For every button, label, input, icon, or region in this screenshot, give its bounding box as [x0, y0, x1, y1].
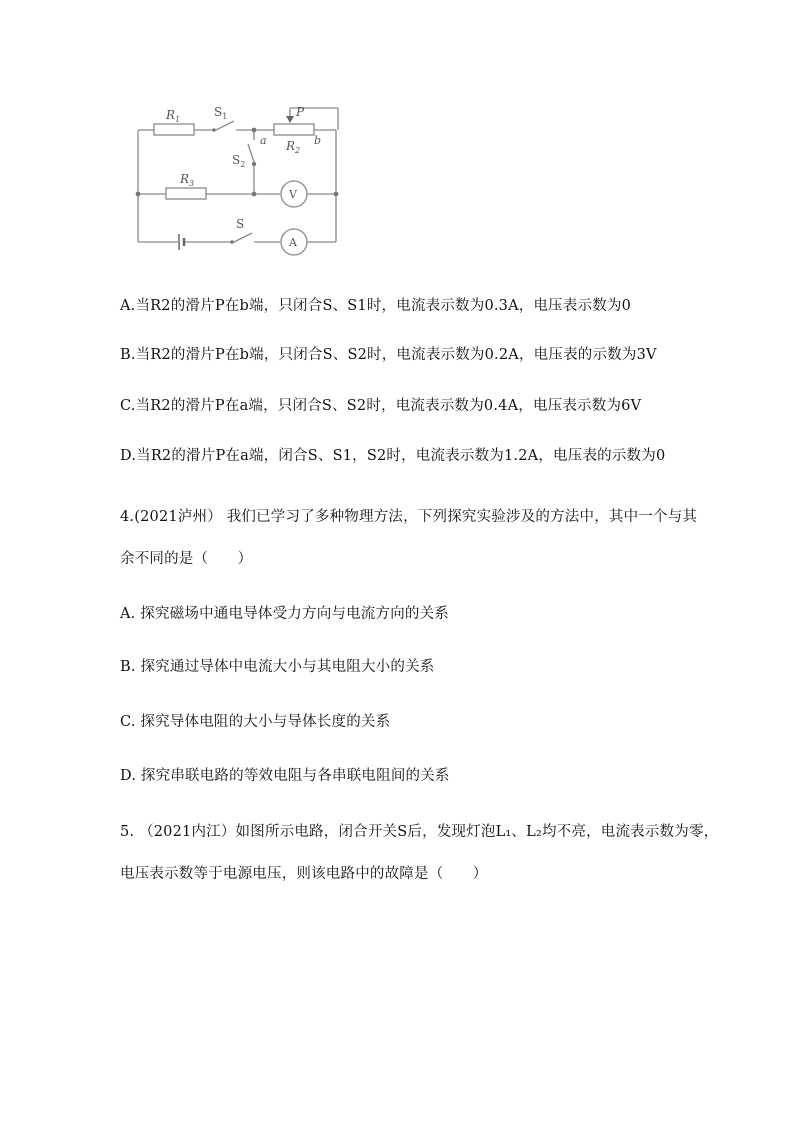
label-s: S: [236, 217, 245, 231]
label-r1: $R_1$: [166, 108, 181, 124]
q3-option-c: C.当R2的滑片P在a端，只闭合S、S2时，电流表示数为0.4A，电压表示数为6V: [120, 398, 642, 414]
circuit-diagram: [128, 96, 348, 256]
label-r3: $R_3$: [180, 172, 195, 188]
battery-icon: [179, 234, 184, 250]
q4-stem-line2: 余不同的是（ ）: [120, 551, 253, 567]
q3-option-a: A.当R2的滑片P在b端，只闭合S、S1时，电流表示数为0.3A，电压表示数为0: [120, 298, 632, 314]
slider-arrow-icon: [286, 116, 294, 123]
q4-option-d: D. 探究串联电路的等效电阻与各串联电阻间的关系: [120, 768, 450, 784]
switch-s1: [216, 121, 234, 130]
q5-stem-line2: 电压表示数等于电源电压，则该电路中的故障是（ ）: [120, 866, 488, 882]
label-ammeter: A: [289, 236, 297, 249]
label-b: b: [314, 134, 322, 147]
q4-option-a: A. 探究磁场中通电导体受力方向与电流方向的关系: [120, 606, 449, 622]
q3-option-b: B.当R2的滑片P在b端，只闭合S、S2时，电流表示数为0.2A，电压表的示数为3V: [120, 347, 657, 363]
q4-stem-line1: 4.(2021泸州） 我们已学习了多种物理方法，下列探究实验涉及的方法中，其中一个与其: [120, 509, 698, 525]
label-r2: $R_2$: [286, 139, 301, 155]
q5-stem-line1: 5. （2021内江）如图所示电路，闭合开关S后，发现灯泡L₁、L₂均不亮，电流表示数为零，: [120, 824, 719, 840]
resistor-r1: [154, 124, 194, 135]
resistor-r3: [166, 188, 206, 199]
label-a: a: [260, 134, 267, 147]
label-s1: $S_1$: [214, 105, 228, 121]
switch-s2: [248, 144, 254, 162]
q3-option-d: D.当R2的滑片P在a端，闭合S、S1，S2时，电流表示数为1.2A，电压表的示数为0: [120, 448, 666, 464]
label-p: P: [296, 105, 305, 119]
resistor-r2: [274, 124, 314, 135]
q4-option-b: B. 探究通过导体中电流大小与其电阻大小的关系: [120, 659, 435, 675]
q4-option-c: C. 探究导体电阻的大小与导体长度的关系: [120, 714, 391, 730]
switch-s: [234, 233, 252, 242]
label-voltmeter: V: [289, 188, 297, 201]
label-s2: $S_2$: [232, 153, 246, 169]
